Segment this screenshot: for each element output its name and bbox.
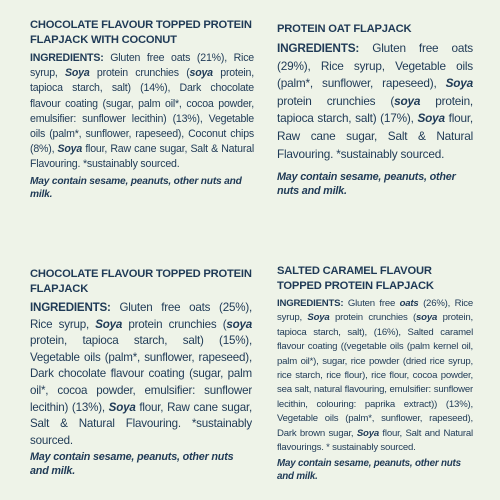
ingredients-run: protein, tapioca starch, salt), (16%), Salted caramel flavour coating ((vegetable oils (palm kernel oil, palm oil*), sugar, rice powder (dried rice syrup, rice starch, rice flour), rice flour, cocoa powder, sea salt, natural flavouring, emulsifier: sunflower lecithin, colouring: paprika extract)) (13%), Vegetable oils (palm*, sunflower, rapeseed), Dark brown sugar,: [277, 312, 473, 439]
ingredients-run: protein, tapioca starch, salt) (15%), Vegetable oils (palm*, sunflower, rapeseed), Dark chocolate flavour coating (sugar, palm oil*, cocoa powder, emulsifier: sunflower lecithin) (13%),: [30, 334, 252, 414]
ingredients-run: flour, Salt and Natural flavourings. * sustainably sourced.: [277, 427, 473, 454]
ingredients-run: protein crunchies (: [122, 317, 227, 331]
ingredients-run: protein crunchies (: [329, 312, 417, 324]
ingredients-run: Gluten free: [347, 298, 400, 309]
ingredients-label: INGREDIENTS:: [30, 301, 111, 314]
ingredients-run: protein crunchies (: [89, 67, 190, 80]
allergy-notice: May contain sesame, peanuts, other nuts and milk.: [277, 171, 456, 197]
allergen-word: Soya: [356, 427, 379, 439]
allergy-notice: May contain sesame, peanuts, other nuts and milk.: [30, 451, 234, 477]
ingredients-label: INGREDIENTS:: [30, 52, 104, 64]
ingredients-text: [30, 51, 254, 173]
ingredients-run: protein, tapioca starch, salt) (14%), Dark chocolate flavour coating (sugar, palm oil*, cocoa powder, emulsifier: sunflower lecithin) (13%), Vegetable oils (palm*, sunflower, rapeseed), Coconut chips (8%),: [30, 67, 254, 156]
allergen-word: Soya: [65, 67, 90, 80]
allergy-notice: May contain sesame, peanuts, other nuts and milk.: [30, 175, 242, 201]
ingredients-run: Gluten free oats (29%), Rice syrup, Vegetable oils (palm*, sunflower, rapeseed),: [277, 41, 473, 91]
allergy-notice: May contain sesame, peanuts, other nuts and milk.: [277, 458, 461, 483]
panel-title: CHOCOLATE FLAVOUR TOPPED PROTEIN FLAPJACK: [30, 268, 252, 295]
ingredients-text: [277, 297, 473, 455]
ingredients-label: INGREDIENTS:: [277, 41, 360, 55]
allergen-word: Soya: [417, 111, 445, 126]
ingredients-label: INGREDIENTS:: [277, 298, 344, 309]
ingredients-run: Gluten free oats (21%), Rice syrup,: [30, 52, 254, 80]
ingredients-text: [30, 300, 252, 449]
ingredients-run: Gluten free oats (25%), Rice syrup,: [30, 301, 252, 331]
panel-title: PROTEIN OAT FLAPJACK: [277, 23, 412, 35]
panel-chocolate: [30, 267, 252, 478]
ingredients-text: [277, 40, 473, 163]
panel-title: CHOCOLATE FLAVOUR TOPPED PROTEIN FLAPJACK WITH COCONUT: [30, 19, 252, 46]
allergen-word: oats: [399, 298, 419, 309]
ingredients-run: flour, Raw cane sugar, Salt & Natural Flavouring. *sustainably sourced.: [30, 143, 254, 171]
allergen-word: Soya: [445, 76, 473, 91]
panel-protein-oat: [277, 22, 473, 198]
allergen-word: soya: [189, 67, 213, 80]
panel-chocolate-coconut: [30, 18, 254, 201]
ingredients-run: protein crunchies (: [277, 93, 395, 108]
panel-salted-caramel: [277, 264, 473, 483]
allergen-word: Soya: [108, 400, 136, 414]
allergen-word: soya: [226, 317, 252, 331]
ingredients-run: (26%), Rice syrup,: [277, 298, 473, 324]
ingredients-run: protein, tapioca starch, salt) (17%),: [277, 93, 473, 126]
allergen-word: Soya: [307, 312, 330, 324]
ingredients-run: flour, Raw cane sugar, Salt & Natural Flavouring. *sustainably sourced.: [277, 111, 473, 161]
allergen-word: Soya: [95, 317, 123, 331]
allergen-word: Soya: [57, 143, 83, 156]
ingredients-run: flour, Raw cane sugar, Salt & Natural Flavouring. *sustainably sourced.: [30, 400, 252, 447]
panel-title: SALTED CARAMEL FLAVOUR TOPPED PROTEIN FLAPJACK: [277, 265, 434, 292]
allergen-word: soya: [394, 93, 421, 108]
allergen-word: soya: [416, 312, 438, 324]
